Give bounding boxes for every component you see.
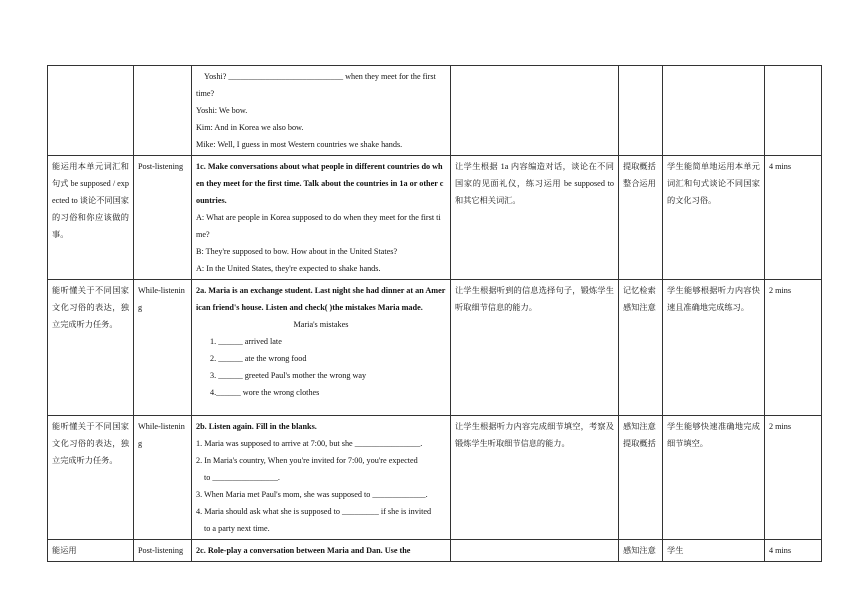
- cell-stage: [134, 416, 192, 540]
- table-row: [48, 416, 822, 540]
- content-line: to a party next time.: [204, 524, 270, 533]
- cell-teaching-goal: [48, 66, 134, 156]
- cell-effect-text: 学生能够快速准确地完成细节填空。: [667, 422, 760, 448]
- content-line: 1. ______ arrived late: [210, 337, 282, 346]
- cell-effect-text: 学生能简单地运用本单元词汇和句式谈论不同国家的文化习俗。: [667, 162, 760, 205]
- table-row: [48, 156, 822, 280]
- cell-stage-text: Post-listening: [138, 546, 184, 555]
- cell-time: [765, 416, 822, 540]
- cell-content: [192, 156, 451, 280]
- cell-design-intent-text: 让学生根据听力内容完成细节填空，考察及锻炼学生听取细节信息的能力。: [455, 422, 614, 448]
- cell-ability-text: 记忆检索感知注意: [623, 286, 656, 312]
- task-instruction: 2a. Maria is an exchange student. Last night she had dinner at an American friend's house. Listen and check( )the mistakes Maria made.: [196, 286, 446, 312]
- task-instruction: 2c. Role-play a conversation between Maria and Dan. Use the: [196, 546, 411, 555]
- cell-time-text: 4 mins: [769, 162, 792, 171]
- table-row: [48, 280, 822, 416]
- cell-design-intent: [451, 156, 619, 280]
- lesson-plan-document: [47, 65, 822, 562]
- cell-design-intent: [451, 540, 619, 562]
- content-line: B: They're supposed to bow. How about in the United States?: [196, 247, 398, 256]
- cell-effect: [663, 280, 765, 416]
- cell-ability: [619, 66, 663, 156]
- cell-design-intent-text: 让学生根据 1a 内容编造对话，谈论在不同国家的见面礼仪，练习运用 be supposed to 和其它相关词汇。: [455, 162, 614, 205]
- cell-ability: [619, 280, 663, 416]
- table-row: [48, 66, 822, 156]
- cell-stage-text: Post-listening: [138, 162, 184, 171]
- cell-stage-text: While-listening: [138, 422, 185, 448]
- lesson-plan-table: [47, 65, 822, 562]
- content-line: Yoshi: We bow.: [196, 106, 248, 115]
- cell-content: [192, 280, 451, 416]
- cell-teaching-goal-text: 能运用本单元词汇和句式 be supposed / expected to 谈论不同国家的习俗和你应该做的事。: [52, 162, 129, 239]
- cell-design-intent: [451, 66, 619, 156]
- cell-teaching-goal-text: 能运用: [52, 546, 77, 555]
- cell-design-intent-text: 让学生根据听到的信息选择句子，锻炼学生听取细节信息的能力。: [455, 286, 614, 312]
- content-line: Mike: Well, I guess in most Western countries we shake hands.: [196, 140, 403, 149]
- cell-ability-text: 感知注意提取概括: [623, 422, 656, 448]
- content-line: 2. ______ ate the wrong food: [210, 354, 307, 363]
- content-line: to ________________.: [204, 473, 280, 482]
- cell-ability-text: 感知注意: [623, 546, 656, 555]
- cell-effect: [663, 156, 765, 280]
- cell-stage: [134, 540, 192, 562]
- cell-teaching-goal: [48, 280, 134, 416]
- cell-effect: [663, 66, 765, 156]
- content-line: 1. Maria was supposed to arrive at 7:00, but she ________________.: [196, 439, 423, 448]
- content-line: 4.______ wore the wrong clothes: [210, 388, 320, 397]
- task-instruction: 2b. Listen again. Fill in the blanks.: [196, 422, 317, 431]
- table-row: [48, 540, 822, 562]
- content-line: 4. Maria should ask what she is supposed to _________ if she is invited: [196, 507, 432, 516]
- cell-stage: [134, 280, 192, 416]
- cell-effect: [663, 540, 765, 562]
- cell-time: [765, 66, 822, 156]
- cell-teaching-goal: [48, 416, 134, 540]
- content-line: Kim: And in Korea we also bow.: [196, 123, 304, 132]
- content-line: 2. In Maria's country, When you're invited for 7:00, you're expected: [196, 456, 418, 465]
- cell-design-intent: [451, 416, 619, 540]
- cell-time: [765, 280, 822, 416]
- cell-stage: [134, 156, 192, 280]
- cell-teaching-goal-text: 能听懂关于不同国家文化习俗的表达，独立完成听力任务。: [52, 286, 129, 329]
- cell-content: [192, 540, 451, 562]
- content-line: 3. ______ greeted Paul's mother the wrong way: [210, 371, 367, 380]
- cell-effect-text: 学生: [667, 546, 684, 555]
- cell-content: [192, 66, 451, 156]
- content-line: 3. When Maria met Paul's mom, she was supposed to _____________.: [196, 490, 428, 499]
- content-line: Maria's mistakes: [293, 320, 349, 329]
- content-line: Yoshi? ____________________________ when they meet for the first: [204, 72, 436, 81]
- cell-ability: [619, 416, 663, 540]
- cell-time-text: 2 mins: [769, 286, 792, 295]
- table-body: [48, 66, 822, 562]
- cell-time-text: 4 mins: [769, 546, 792, 555]
- cell-ability: [619, 156, 663, 280]
- cell-ability-text: 提取概括整合运用: [623, 162, 656, 188]
- cell-time: [765, 156, 822, 280]
- cell-effect-text: 学生能够根据听力内容快速且准确地完成练习。: [667, 286, 760, 312]
- cell-content: [192, 416, 451, 540]
- cell-ability: [619, 540, 663, 562]
- cell-effect: [663, 416, 765, 540]
- task-instruction: 1c. Make conversations about what people in different countries do when they meet for the first time. Talk about the countries in 1a or other countries.: [196, 162, 444, 205]
- cell-teaching-goal-text: 能听懂关于不同国家文化习俗的表达，独立完成听力任务。: [52, 422, 129, 465]
- content-line: A: In the United States, they're expected to shake hands.: [196, 264, 381, 273]
- cell-teaching-goal: [48, 540, 134, 562]
- cell-stage-text: While-listening: [138, 286, 185, 312]
- content-line: time?: [196, 89, 215, 98]
- cell-time: [765, 540, 822, 562]
- cell-design-intent: [451, 280, 619, 416]
- cell-time-text: 2 mins: [769, 422, 792, 431]
- cell-stage: [134, 66, 192, 156]
- cell-teaching-goal: [48, 156, 134, 280]
- content-line: A: What are people in Korea supposed to do when they meet for the first time?: [196, 213, 441, 239]
